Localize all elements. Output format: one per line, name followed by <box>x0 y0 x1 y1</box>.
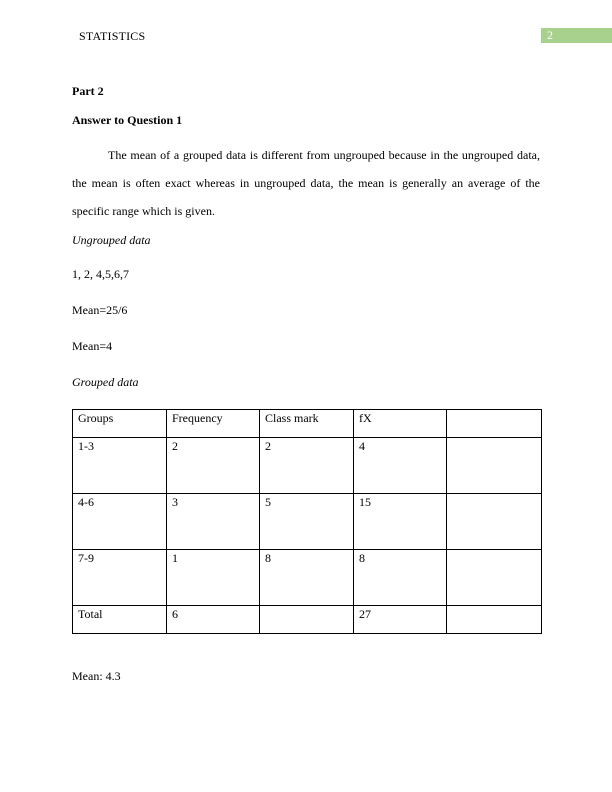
table-total-cell <box>447 606 542 634</box>
grouped-label: Grouped data <box>72 375 139 389</box>
table-row <box>73 550 542 606</box>
ungrouped-values: 1, 2, 4,5,6,7 <box>72 267 129 281</box>
table-header-cell: Groups <box>73 410 167 438</box>
frequency-table <box>72 409 542 634</box>
mean-value: Mean=4 <box>72 339 113 353</box>
table-cell: 7-9 <box>73 550 167 606</box>
table-cell: 15 <box>354 494 447 550</box>
table-total-row <box>73 606 542 634</box>
table-total-cell <box>260 606 354 634</box>
page-number-box <box>541 28 612 43</box>
table-header-cell <box>447 410 542 438</box>
table-total-cell: 6 <box>167 606 260 634</box>
table-cell <box>447 438 542 494</box>
answer-paragraph: The mean of a grouped data is different from ungrouped because in the ungrouped data, the mean is often exact whereas in ungrouped data, the mean is generally an average of the specific range which is given. <box>72 148 540 218</box>
table-header-row <box>73 410 542 438</box>
table-cell: 4 <box>354 438 447 494</box>
table-cell: 2 <box>260 438 354 494</box>
page-number: 2 <box>547 28 553 42</box>
table-cell: 8 <box>260 550 354 606</box>
table-cell <box>447 550 542 606</box>
table-cell: 2 <box>167 438 260 494</box>
table-cell: 5 <box>260 494 354 550</box>
table-row <box>73 494 542 550</box>
ungrouped-label: Ungrouped data <box>72 233 151 247</box>
question-heading: Answer to Question 1 <box>72 113 183 127</box>
mean-fraction: Mean=25/6 <box>72 303 128 317</box>
table-total-cell: 27 <box>354 606 447 634</box>
part-heading: Part 2 <box>72 84 104 98</box>
table-cell: 3 <box>167 494 260 550</box>
table-header-cell: Class mark <box>260 410 354 438</box>
table-cell: 1-3 <box>73 438 167 494</box>
table-header-cell: Frequency <box>167 410 260 438</box>
table-cell: 8 <box>354 550 447 606</box>
table-cell: 1 <box>167 550 260 606</box>
table-cell: 4-6 <box>73 494 167 550</box>
final-mean: Mean: 4.3 <box>72 669 121 683</box>
table-header-cell: fX <box>354 410 447 438</box>
table-row <box>73 438 542 494</box>
running-head: STATISTICS <box>79 29 146 43</box>
table-cell <box>447 494 542 550</box>
table-total-cell: Total <box>73 606 167 634</box>
